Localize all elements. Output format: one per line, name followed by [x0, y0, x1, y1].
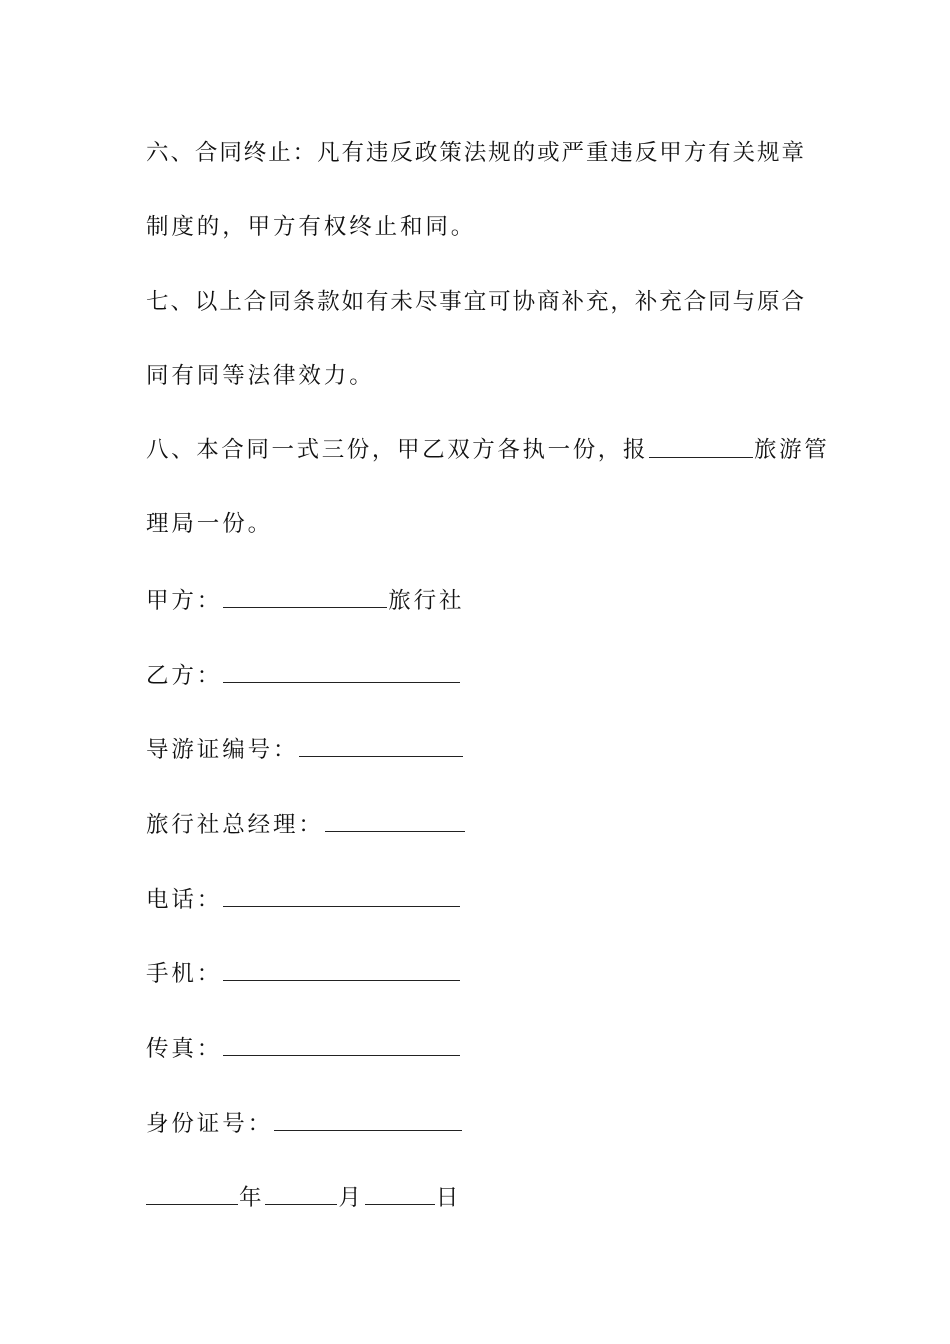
agency-manager-blank[interactable] — [325, 809, 465, 832]
day-label: 日 — [435, 1185, 462, 1211]
clause-eight-line1 — [146, 435, 830, 465]
agency-manager-field — [146, 809, 466, 840]
guide-license-blank[interactable] — [299, 734, 463, 757]
party-a-suffix: 旅行社 — [388, 588, 465, 614]
party-a-label: 甲方： — [146, 588, 223, 614]
clause-eight-line2: 理局一份。 — [146, 511, 274, 537]
year-label: 年 — [239, 1185, 265, 1211]
guide-license-field — [146, 734, 464, 765]
fax-field — [146, 1033, 461, 1064]
id-number-blank[interactable] — [274, 1108, 462, 1131]
party-b-label: 乙方： — [146, 663, 223, 689]
guide-license-label: 导游证编号： — [146, 737, 299, 763]
month-label: 月 — [338, 1185, 364, 1211]
clause-seven-line2: 同有同等法律效力。 — [146, 363, 375, 389]
mobile-label: 手机： — [146, 961, 223, 987]
clause-six-line2: 制度的，甲方有权终止和同。 — [146, 214, 477, 240]
month-blank[interactable] — [265, 1182, 337, 1205]
clause-eight-suffix: 旅游管 — [754, 437, 830, 463]
party-a-field — [146, 585, 464, 616]
id-number-label: 身份证号： — [146, 1111, 274, 1137]
party-a-blank[interactable] — [223, 585, 387, 608]
date-field — [146, 1182, 461, 1213]
clause-six-line1: 六、合同终止：凡有违反政策法规的或严重违反甲方有关规章 — [146, 140, 804, 166]
clause-eight-prefix: 八、本合同一式三份，甲乙双方各执一份，报 — [146, 437, 649, 463]
party-b-blank[interactable] — [223, 660, 460, 683]
fax-label: 传真： — [146, 1036, 223, 1062]
phone-label: 电话： — [146, 887, 223, 913]
mobile-blank[interactable] — [223, 958, 460, 981]
party-b-field — [146, 660, 461, 691]
phone-field — [146, 884, 461, 915]
day-blank[interactable] — [365, 1182, 435, 1205]
phone-blank[interactable] — [223, 884, 460, 907]
fax-blank[interactable] — [223, 1033, 460, 1056]
agency-bureau-blank[interactable] — [649, 435, 753, 458]
year-blank[interactable] — [146, 1182, 238, 1205]
agency-manager-label: 旅行社总经理： — [146, 812, 324, 838]
clause-seven-line1: 七、以上合同条款如有未尽事宜可协商补充，补充合同与原合 — [146, 289, 804, 315]
id-number-field — [146, 1108, 463, 1139]
mobile-field — [146, 958, 461, 989]
